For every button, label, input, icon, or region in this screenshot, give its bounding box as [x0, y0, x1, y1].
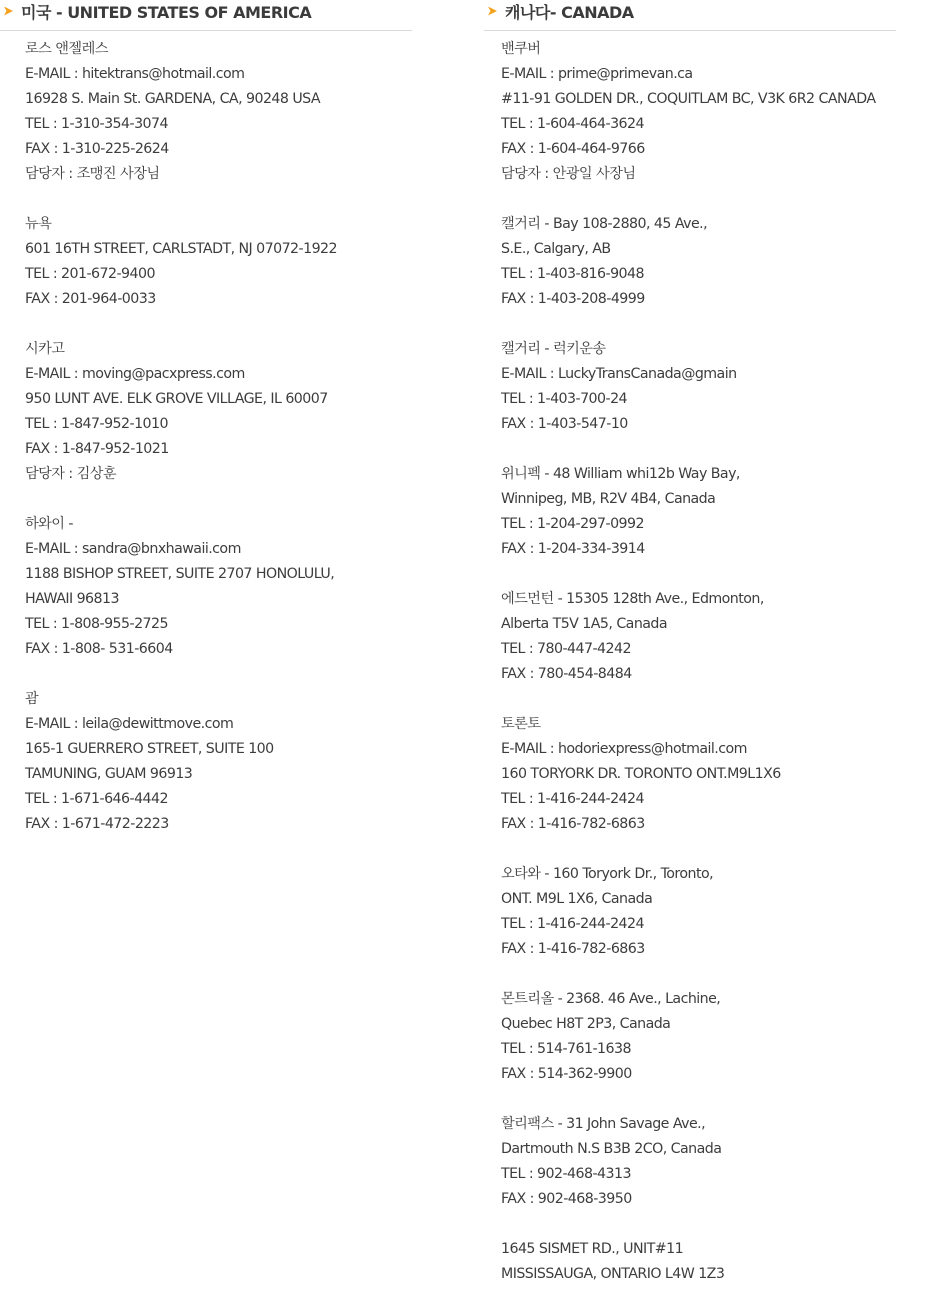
office-detail-line: E-MAIL : sandra@bnxhawaii.com	[25, 541, 241, 557]
office-detail-line: #11-91 GOLDEN DR., COQUITLAM BC, V3K 6R2 CANADA	[501, 91, 876, 107]
office-detail-line: E-MAIL : prime@primevan.ca	[501, 66, 693, 82]
office-list	[484, 31, 896, 1287]
office-detail-line: ONT. M9L 1X6, Canada	[501, 891, 653, 907]
office-detail-line: Alberta T5V 1A5, Canada	[501, 616, 668, 632]
office-entry	[501, 212, 896, 312]
office-name: 토론토	[501, 716, 541, 732]
office-detail-line: FAX : 1-847-952-1021	[25, 441, 169, 457]
office-entry	[501, 712, 896, 837]
office-name: 몬트리올 - 2368. 46 Ave., Lachine,	[501, 991, 721, 1007]
office-name: 괌	[25, 691, 39, 707]
section-header	[484, 0, 896, 31]
office-detail-line: 950 LUNT AVE. ELK GROVE VILLAGE, IL 60007	[25, 391, 328, 407]
office-entry	[501, 37, 896, 187]
office-detail-line: 165-1 GUERRERO STREET, SUITE 100	[25, 741, 274, 757]
office-detail-line: FAX : 1-204-334-3914	[501, 541, 645, 557]
office-detail-line: 1188 BISHOP STREET, SUITE 2707 HONOLULU,	[25, 566, 335, 582]
office-detail-line: 601 16TH STREET, CARLSTADT, NJ 07072-1922	[25, 241, 338, 257]
office-detail-line: TEL : 201-672-9400	[25, 266, 155, 282]
office-detail-line: FAX : 1-403-547-10	[501, 416, 628, 432]
office-detail-line: E-MAIL : moving@pacxpress.com	[25, 366, 245, 382]
office-detail-line: TEL : 1-403-816-9048	[501, 266, 644, 282]
office-detail-line: E-MAIL : leila@dewittmove.com	[25, 716, 234, 732]
office-detail-line: E-MAIL : LuckyTransCanada@gmain	[501, 366, 737, 382]
office-detail-line: Quebec H8T 2P3, Canada	[501, 1016, 671, 1032]
office-entry	[25, 337, 412, 487]
office-detail-line: 담당자 : 안광일 사장님	[501, 166, 636, 182]
office-name: 뉴욕	[25, 216, 52, 232]
office-entry	[501, 337, 896, 437]
office-detail-line: Dartmouth N.S B3B 2CO, Canada	[501, 1141, 722, 1157]
office-detail-line: MISSISSAUGA, ONTARIO L4W 1Z3	[501, 1266, 725, 1282]
office-detail-line: FAX : 1-310-225-2624	[25, 141, 169, 157]
office-name: 위니펙 - 48 William whi12b Way Bay,	[501, 466, 740, 482]
office-entry	[25, 37, 412, 187]
office-detail-line: TEL : 1-416-244-2424	[501, 791, 644, 807]
office-detail-line: FAX : 1-416-782-6863	[501, 816, 645, 832]
office-detail-line: HAWAII 96813	[25, 591, 119, 607]
office-detail-line: 16928 S. Main St. GARDENA, CA, 90248 USA	[25, 91, 321, 107]
office-detail-line: TEL : 514-761-1638	[501, 1041, 631, 1057]
office-detail-line: TAMUNING, GUAM 96913	[25, 766, 193, 782]
office-detail-line: S.E., Calgary, AB	[501, 241, 611, 257]
office-name: 에드먼턴 - 15305 128th Ave., Edmonton,	[501, 591, 764, 607]
office-detail-line: TEL : 1-808-955-2725	[25, 616, 168, 632]
office-entry	[25, 512, 412, 662]
office-name: 하와이 -	[25, 516, 73, 532]
office-name: 로스 앤젤레스	[25, 41, 108, 57]
office-detail-line: TEL : 1-671-646-4442	[25, 791, 168, 807]
office-detail-line: E-MAIL : hodoriexpress@hotmail.com	[501, 741, 747, 757]
office-name: 캘거리 - Bay 108-2880, 45 Ave.,	[501, 216, 708, 232]
office-detail-line: TEL : 1-416-244-2424	[501, 916, 644, 932]
office-detail-line: FAX : 201-964-0033	[25, 291, 156, 307]
office-name: 오타와 - 160 Toryork Dr., Toronto,	[501, 866, 714, 882]
office-list	[0, 31, 412, 837]
office-detail-line: TEL : 780-447-4242	[501, 641, 631, 657]
office-detail-line: FAX : 1-416-782-6863	[501, 941, 645, 957]
office-name: 할리팩스 - 31 John Savage Ave.,	[501, 1116, 706, 1132]
office-entry	[25, 687, 412, 837]
section-title: 캐나다- CANADA	[505, 2, 634, 22]
office-entry	[501, 862, 896, 962]
office-entry	[501, 1112, 896, 1212]
office-name: 밴쿠버	[501, 41, 541, 57]
office-detail-line: 담당자 : 김상훈	[25, 466, 117, 482]
office-detail-line: TEL : 1-310-354-3074	[25, 116, 168, 132]
section-usa	[0, 0, 412, 862]
office-detail-line: Winnipeg, MB, R2V 4B4, Canada	[501, 491, 716, 507]
office-detail-line: FAX : 1-604-464-9766	[501, 141, 645, 157]
office-detail-line: 담당자 : 조맹진 사장님	[25, 166, 160, 182]
office-detail-line: FAX : 514-362-9900	[501, 1066, 632, 1082]
office-detail-line: TEL : 902-468-4313	[501, 1166, 631, 1182]
office-detail-line: FAX : 1-808- 531-6604	[25, 641, 173, 657]
section-canada	[484, 0, 896, 1312]
office-detail-line: FAX : 1-671-472-2223	[25, 816, 169, 832]
office-entry	[501, 462, 896, 562]
office-detail-line: TEL : 1-204-297-0992	[501, 516, 644, 532]
office-entry	[501, 1237, 896, 1287]
arrow-icon	[488, 7, 497, 16]
office-detail-line: FAX : 1-403-208-4999	[501, 291, 645, 307]
section-header	[0, 0, 412, 31]
office-entry	[501, 587, 896, 687]
office-detail-line: TEL : 1-604-464-3624	[501, 116, 644, 132]
office-name: 캘거리 - 럭키운송	[501, 341, 606, 357]
office-entry	[501, 987, 896, 1087]
office-name: 시카고	[25, 341, 65, 357]
arrow-icon	[4, 7, 13, 16]
office-detail-line: FAX : 902-468-3950	[501, 1191, 632, 1207]
office-detail-line: E-MAIL : hitektrans@hotmail.com	[25, 66, 245, 82]
office-detail-line: 160 TORYORK DR. TORONTO ONT.M9L1X6	[501, 766, 781, 782]
section-title: 미국 - UNITED STATES OF AMERICA	[21, 2, 312, 22]
office-detail-line: TEL : 1-403-700-24	[501, 391, 628, 407]
office-detail-line: TEL : 1-847-952-1010	[25, 416, 168, 432]
office-name: 1645 SISMET RD., UNIT#11	[501, 1241, 684, 1257]
office-entry	[25, 212, 412, 312]
office-detail-line: FAX : 780-454-8484	[501, 666, 632, 682]
